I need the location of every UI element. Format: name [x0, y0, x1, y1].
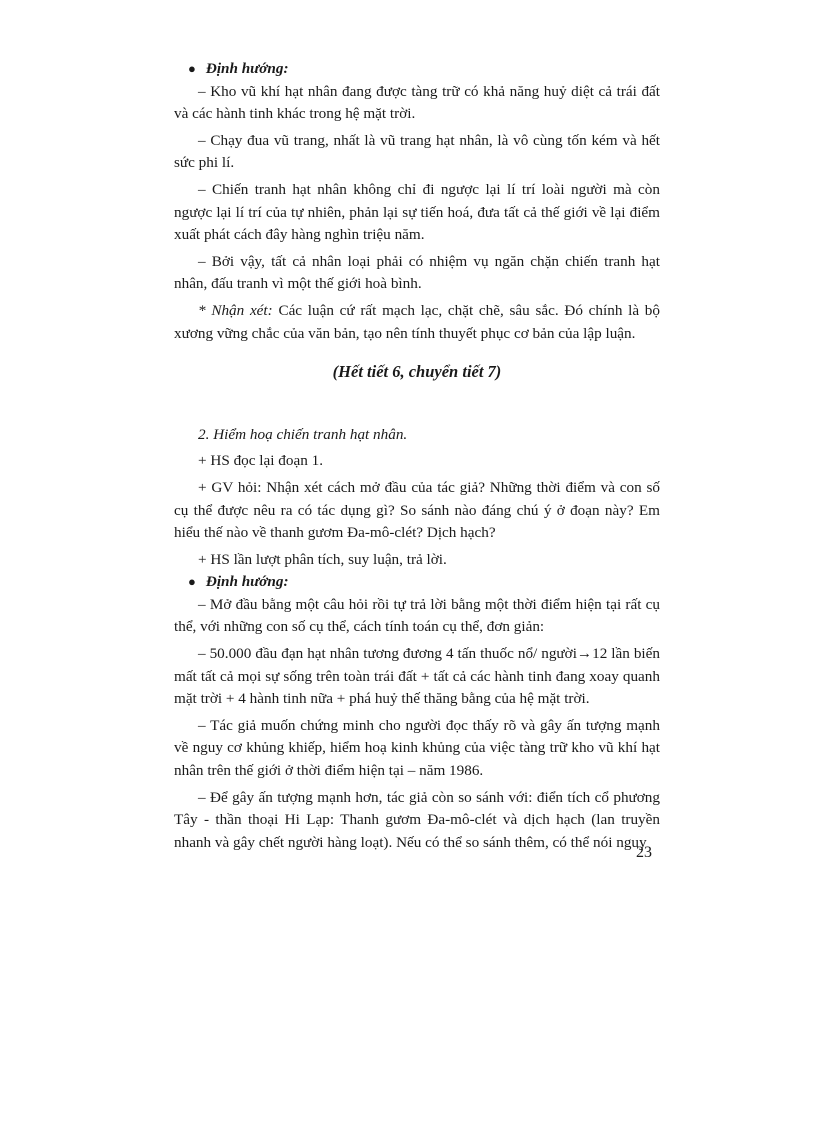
heading-text: Định hướng:: [205, 573, 289, 591]
paragraph: + GV hỏi: Nhận xét cách mở đầu của tác giả? Những thời điểm và con số cụ thể được nêu ra có tác dụng gì? So sánh nào đáng chú ý ở đoạn này? Em hiểu thế nào về thanh gươm Đa-mô-clét? Dịch hạch?: [174, 478, 660, 542]
orientation-heading-2: [174, 571, 660, 594]
paragraph: – 50.000 đầu đạn hạt nhân tương đương 4 tấn thuốc nổ/ người→12 lần biến mất tất cả mọi sự sống trên toàn trái đất + tất cả các hành tinh đang xoay quanh mặt trời + 4 hành tinh nữa + phá huỷ thế thăng bằng của hệ mặt trời.: [174, 645, 660, 708]
paragraph: – Mở đầu bằng một câu hỏi rồi tự trả lời bằng một thời điểm hiện tại rất cụ thể, với những con số cụ thể, cách tính toán cụ thể, đơn giản:: [174, 595, 660, 636]
paragraph: – Chiến tranh hạt nhân không chỉ đi ngược lại lí trí loài người mà còn ngược lại lí trí của tự nhiên, phản lại sự tiến hoá, đưa tất cả thế giới về lại điểm xuất phát cách đây hàng nghìn triệu năm.: [174, 180, 660, 244]
end-lesson-title: (Hết tiết 6, chuyển tiết 7): [332, 362, 502, 382]
paragraph: + HS lần lượt phân tích, suy luận, trả lời.: [198, 550, 447, 568]
heading-text: Định hướng:: [205, 60, 289, 77]
remark-label: * Nhận xét:: [198, 301, 273, 319]
paragraph: – Kho vũ khí hạt nhân đang được tàng trữ có khả năng huỷ diệt cả trái đất và các hành tinh khác trong hệ mặt trời.: [174, 82, 660, 123]
bullet-icon: ●: [188, 574, 196, 590]
paragraph: – Để gây ấn tượng mạnh hơn, tác giả còn so sánh với: điển tích cổ phương Tây - thần thoại Hi Lạp: Thanh gươm Đa-mô-clét và dịch hạch (lan truyền nhanh và gây chết người hàng loạt). Nếu có thể so sánh thêm, có thể nói nguy: [174, 788, 660, 851]
orientation-heading-1: [174, 58, 660, 81]
section-subtitle: 2. Hiểm hoạ chiến tranh hạt nhân.: [198, 425, 408, 443]
remark-paragraph: [174, 300, 660, 345]
remark-text: Các luận cứ rất mạch lạc, chặt chẽ, sâu sắc. Đó chính là bộ xương vững chắc của văn bản, tạo nên tính thuyết phục cơ bản của lập luận.: [174, 301, 660, 342]
paragraph: + HS đọc lại đoạn 1.: [198, 452, 323, 470]
paragraph: – Chạy đua vũ trang, nhất là vũ trang hạt nhân, là vô cùng tốn kém và hết sức phi lí.: [174, 131, 660, 172]
bullet-icon: ●: [188, 61, 196, 76]
paragraph: – Bởi vậy, tất cả nhân loại phải có nhiệm vụ ngăn chặn chiến tranh hạt nhân, đấu tranh vì một thế giới hoà bình.: [174, 252, 660, 293]
page-number: 23: [636, 844, 652, 861]
paragraph: – Tác giả muốn chứng minh cho người đọc thấy rõ và gây ấn tượng mạnh về nguy cơ khủng khiếp, hiểm hoạ kinh khủng của việc tàng trữ kho vũ khí hạt nhân trên thế giới ở thời điểm hiện tại – năm 1986.: [174, 716, 660, 780]
page-body: [174, 58, 660, 854]
